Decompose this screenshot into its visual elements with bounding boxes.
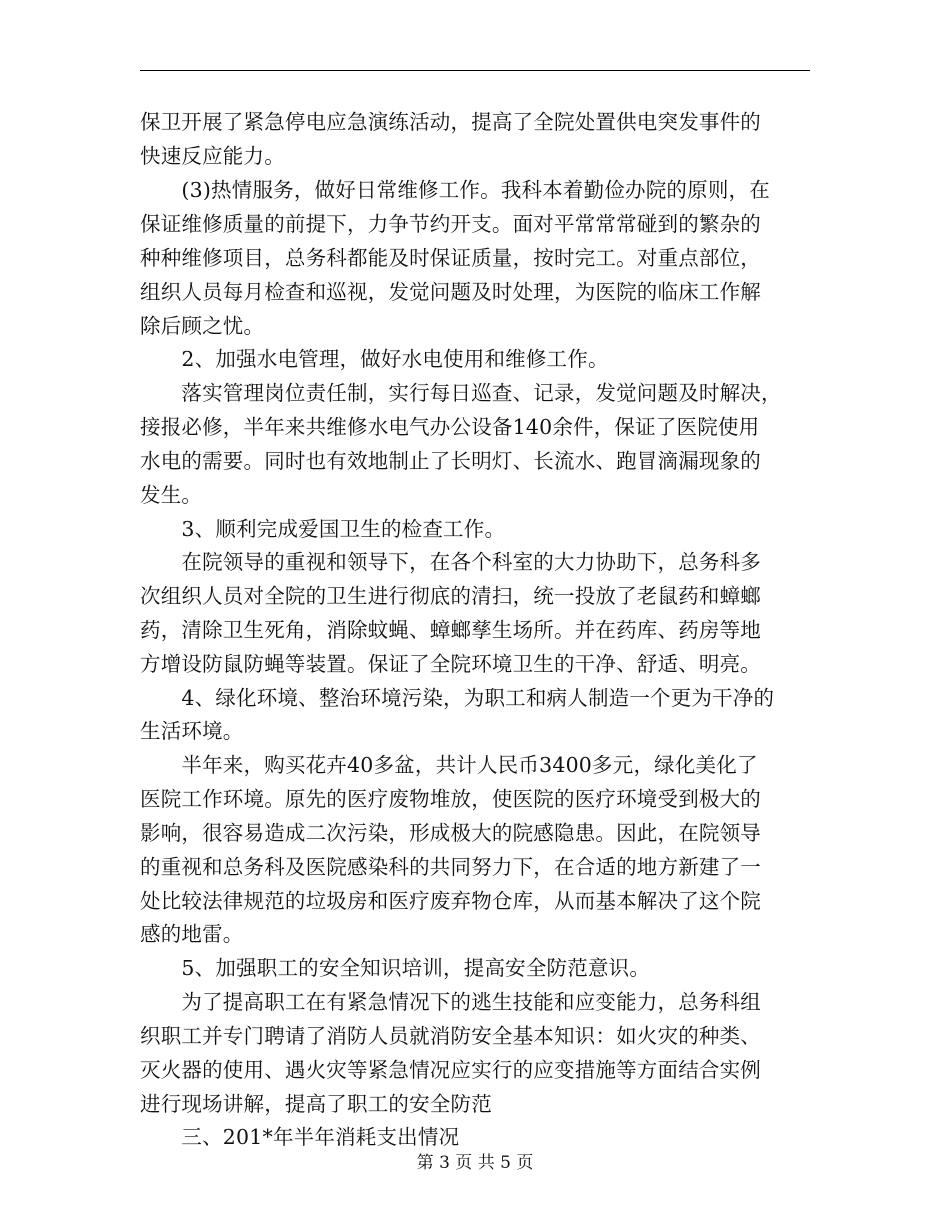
text-line: 灭火器的使用、遇火灾等紧急情况应实行的应变措施等方面结合实例 — [140, 1058, 761, 1082]
text-line: 组织人员每月检查和巡视，发觉问题及时处理，为医院的临床工作解 — [140, 280, 761, 304]
text-line: 次组织人员对全院的卫生进行彻底的清扫，统一投放了老鼠药和蟑螂 — [140, 584, 761, 608]
text-line: 为了提高职工在有紧急情况下的逃生技能和应变能力，总务科组 — [140, 990, 761, 1014]
text-line: 种种维修项目，总务科都能及时保证质量，按时完工。对重点部位， — [140, 246, 761, 270]
page-footer: 第 3 页 共 5 页 — [416, 1153, 534, 1173]
text-line: 落实管理岗位责任制，实行每日巡查、记录，发觉问题及时解决， — [140, 381, 782, 405]
text-line: 织职工并专门聘请了消防人员就消防安全基本知识：如火灾的种类、 — [140, 1024, 761, 1048]
text-line: 快速反应能力。 — [140, 144, 285, 168]
text-line: 生活环境。 — [140, 719, 244, 743]
section-heading: 2、加强水电管理，做好水电使用和维修工作。 — [140, 347, 609, 371]
section-heading: 3、顺利完成爱国卫生的检查工作。 — [140, 517, 506, 541]
text-line: 方增设防鼠防蝇等装置。保证了全院环境卫生的干净、舒适、明亮。 — [140, 652, 761, 676]
text-line: 药，清除卫生死角，消除蚊蝇、蟑螂孳生场所。并在药库、药房等地 — [140, 618, 761, 642]
text-line: 进行现场讲解，提高了职工的安全防范 — [140, 1092, 492, 1116]
text-line: 影响，很容易造成二次污染，形成极大的院感隐患。因此，在院领导 — [140, 821, 761, 845]
text-line: 除后顾之忧。 — [140, 314, 265, 338]
text-line: 保卫开展了紧急停电应急演练活动，提高了全院处置供电突发事件的 — [140, 110, 761, 134]
text-line: 保证维修质量的前提下，力争节约开支。面对平常常常碰到的繁杂的 — [140, 212, 761, 236]
section-heading: 三、201*年半年消耗支出情况 — [140, 1125, 460, 1149]
text-line: 医院工作环境。原先的医疗废物堆放，使医院的医疗环境受到极大的 — [140, 787, 761, 811]
text-line: 水电的需要。同时也有效地制止了长明灯、长流水、跑冒滴漏现象的 — [140, 449, 761, 473]
header-rule — [140, 70, 810, 71]
text-line: 接报必修，半年来共维修水电气办公设备140余件，保证了医院使用 — [140, 415, 760, 439]
text-line: 的重视和总务科及医院感染科的共同努力下，在合适的地方新建了一 — [140, 855, 761, 879]
text-line: 感的地雷。 — [140, 922, 244, 946]
text-line: 在院领导的重视和领导下，在各个科室的大力协助下，总务科多 — [140, 550, 761, 574]
text-line: 发生。 — [140, 483, 203, 507]
text-line: 处比较法律规范的垃圾房和医疗废弃物仓库，从而基本解决了这个院 — [140, 889, 761, 913]
section-heading: 5、加强职工的安全知识培训，提高安全防范意识。 — [140, 956, 651, 980]
text-line: 半年来，购买花卉40多盆，共计人民币3400多元，绿化美化了 — [140, 753, 758, 777]
text-line: (3)热情服务，做好日常维修工作。我科本着勤俭办院的原则，在 — [140, 178, 770, 202]
section-heading: 4、绿化环境、整治环境污染，为职工和病人制造一个更为干净的 — [140, 686, 775, 710]
